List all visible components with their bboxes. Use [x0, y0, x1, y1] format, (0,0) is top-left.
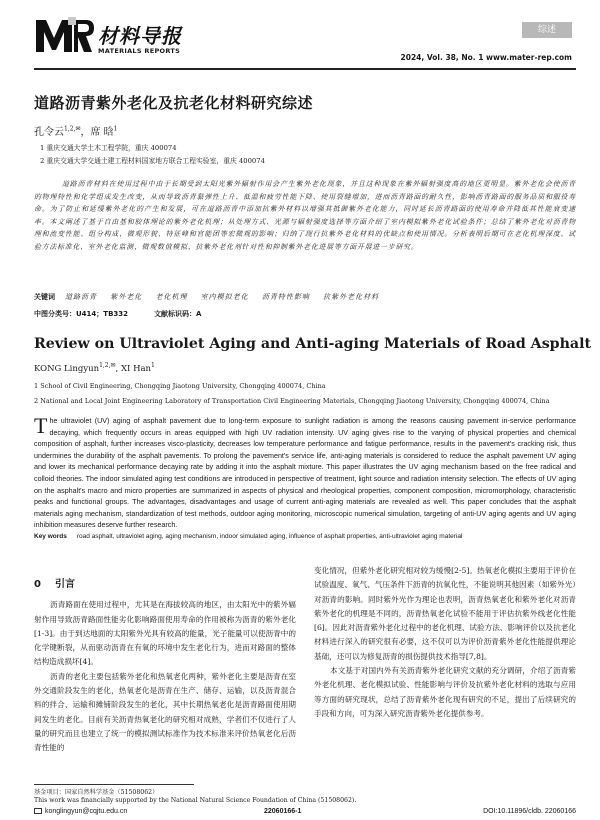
author-1-cn: 孔令云: [34, 127, 64, 138]
body-paragraph: 沥青的老化主要包括紫外老化和热氧老化两种，紫外老化主要是沥青在室外交通阶段发生的老化，热氧老化是沥青在生产、储存、运输，以及沥青混合料的拌合、运输和摊铺阶段发生的老化，其中长期热氧老化是沥青路面使用期间发生的老化。目前有关沥青热氧老化的研究相对成熟，学者们不仅进行了人量的研究而且也建立了统一的模拟测试标准作为技术标准来评价热氧老化后沥青性能的: [34, 671, 296, 753]
section-title: 引言: [54, 579, 75, 590]
classification: [34, 309, 201, 319]
paper-id: 22060166-1: [264, 808, 302, 815]
keywords-cn-label: 关键词: [34, 293, 55, 301]
affiliation-cn-2: 2 重庆交通大学交通土建工程材料国家地方联合工程实验室，重庆 400074: [40, 157, 265, 165]
authors-en: [34, 362, 155, 374]
keywords-en: [34, 532, 576, 542]
journal-name-en: MATERIALS REPORTS: [98, 47, 181, 55]
authors-cn: [34, 123, 118, 138]
author-1-cn-sup: 1,2,✉: [64, 125, 81, 133]
document-code: 文献标识码：A: [154, 310, 202, 318]
section-number: 0: [34, 579, 41, 590]
body-paragraph: 变化情况，但紫外老化研究相对较为缓慢[2-5]。热氧老化模拟主要用于评价在试验温度、氧气、气压条件下沥青的抗氧化性，不能说明其他因素（如紫外光）对沥青的影响。同时紫外光作为理论也表明，沥青热氧老化和紫外老化对沥青紫外老化的机理是不同的，沥青热氧老化试验不能用于评估抗紫外线老化性能[6]。因此对沥青紫外老化过程中的老化机理、试验方法、影响评价以及抗老化材料进行深入的研究很有必要，这不仅可以为评价沥青紫外老化性能提供理论基础，还可以为修复沥青的损伤提供技术指导[7,8]。: [314, 566, 576, 661]
class-number: 中图分类号：U414；TB332: [34, 310, 129, 318]
author-1-en: KONG Lingyun: [34, 363, 100, 374]
author-2-en: XI Han: [120, 363, 152, 374]
affiliation-en-1: 1 School of Civil Engineering, Chongqing Jiaotong University, Chongqing 400074, China: [34, 382, 326, 390]
abstract-en: [34, 413, 576, 532]
keywords-en-label: Key words: [34, 533, 67, 540]
author-2-cn: 席 晗: [90, 127, 114, 138]
mail-icon: [34, 808, 42, 814]
keywords-en-list: road asphalt, ultraviolet aging, aging mechanism, indoor simulated aging, influence of asphalt properties, anti-ultraviolet aging material: [76, 533, 463, 540]
issue-info: 2024, Vol. 38, No. 1 www.mater-rep.com: [400, 53, 572, 62]
author-2-en-sup: 1: [151, 362, 155, 369]
section-heading: [34, 578, 296, 592]
keywords-cn: [34, 292, 379, 302]
author-1-en-sup: 1,2,✉: [99, 362, 116, 369]
body-column-left: [34, 578, 296, 756]
abstract-en-text: he ultraviolet (UV) aging of asphalt pavement due to long-term exposure to sunlight radiation is among the reasons causing pavement in-service performance decaying, which frequently occurs in areas equipped with high UV radiation intensity. UV aging gives rise to the varying of physical properties and chemical composition of asphalt, further increases visco-plasticity, decreases low temperature performance and fatigue performance, results in the pavement's cracking risk, thus undermines the durability of the asphalt pavements. To prolong the pavement's service life, anti-aging materials is considered to reduce the asphalt pavement UV aging and lower its mechanical performance decaying rate by adding it into the asphalt mixture. This paper illustrates the UV aging mechanism based on the free radical and colloid theories. The indoor simulated aging test conditions are introduced in perspective of treatment, light source and radiation intensity selection. The effects of UV aging on the asphalt's macro and micro properties are summarized in aspects of physical and rheological properties, component composition, micromorphology, characteristic peaks and functional groups. The advantages, disadvantages and usage of current anti-aging materials are revealed as well. This paper concludes that the asphalt materials aging mechanism, standardization of test methods, outdoor aging monitoring, microscopic numerical simulation, targeting of anti-UV aging agents and UV aging inhibition measures deserve further research.: [34, 417, 576, 530]
email-text: konglingyun@cqjtu.edu.cn: [45, 808, 128, 815]
journal-header: [34, 14, 574, 66]
author-sep-en: ,: [115, 363, 121, 374]
journal-logo-icon: [34, 16, 94, 54]
body-paragraph: 沥青路面在使用过程中，尤其是在海拔较高的地区，由太阳光中的紫外辐射作用导致沥青路面性能劣化影响路面使用寿命的作用被称为沥青的紫外老化[1-3]。由于到达地面的太阳紫外光具有较高的能量，光子能量可以使沥青中的化学键断裂，从而驱动沥青在有氧的环境中发生老化行为，进而对路面的整体结构造成损坏[4]。: [34, 600, 296, 667]
affiliation-en-2: 2 National and Local Joint Engineering Laboratory of Transportation Civil Engineering Materials, Chongqing Jiaotong University, Chongqing 400074, China: [34, 397, 550, 405]
body-paragraph: 本文基于对国内外有关沥青紫外老化研究文献的充分调研，介绍了沥青紫外老化机理、老化模拟试验、性能影响与评价及抗紫外老化材料的选取与应用等方面的研究现状，总结了沥青紫外老化现有研究的不足，提出了后续研究的手段和方向，可为深入研究沥青紫外老化提供参考。: [314, 666, 576, 718]
body-column-right: [314, 564, 576, 721]
header-divider: [34, 68, 576, 70]
abstract-cn: 道路沥青材料在使用过程中由于长期受到太阳光紫外辐射作用会产生紫外老化现象，并且这种现象在紫外辐射强度高的地区更明显。紫外老化会使沥青的物理特性和化学组成发生改变，从而导致沥青黏弹性上升、低温和疲劳性能下降、使用裂缝增加，进而沥青路面的耐久性，影响沥青路面的服务品质和服役寿命。为了防止和延缓紫外老化的产生和发展，可在道路沥青中添加抗紫外材料以增强其抵御紫外老化能力，同时延长沥青路面的使用寿命并降低其性能衰变速率。本文阐述了基于自由基和胶体理论的紫外老化机理；从处理方式、光源与辐射强度选择等方面介绍了室内模拟紫外老化试验条件；总结了紫外老化对沥青物理和流变性能、组分构成、微观形貌、特征峰和官能团等宏微观的影响；归纳了现行抗紫外老化材料的优缺点和使用情况。分析表明后期可在老化机理深度、试验方法标准化、室外老化监测、微观数值模拟、抗紫外老化剂针对性和抑制紫外老化进展等方面开展进一步研究。: [34, 180, 576, 251]
affiliation-cn-1: 1 重庆交通大学土木工程学院，重庆 400074: [40, 144, 177, 152]
author-email[interactable]: [34, 808, 127, 815]
title-en: Review on Ultraviolet Aging and Anti-aging Materials of Road Asphalt: [34, 336, 592, 352]
title-cn: 道路沥青紫外老化及抗老化材料研究综述: [34, 94, 314, 112]
doi-link[interactable]: DOI:10.11896/cldb. 22060166: [483, 808, 576, 815]
keywords-cn-list: 道路沥青 紫外老化 老化机理 室内模拟老化 沥青特性影响 抗紫外老化材料: [65, 293, 380, 301]
author-2-cn-sup: 1: [113, 125, 118, 133]
review-badge: 综述: [522, 22, 572, 38]
footnote-divider: [34, 784, 194, 785]
abstract-dropcap: T: [34, 413, 48, 438]
journal-name-cn: 材料导报: [98, 24, 182, 48]
author-sep-cn: ，: [80, 127, 91, 138]
funding-cn: 基金项目：国家自然科学基金（51508062）: [34, 789, 159, 796]
funding-en: This work was financially supported by the National Natural Science Foundation of China (51508062).: [34, 797, 357, 804]
